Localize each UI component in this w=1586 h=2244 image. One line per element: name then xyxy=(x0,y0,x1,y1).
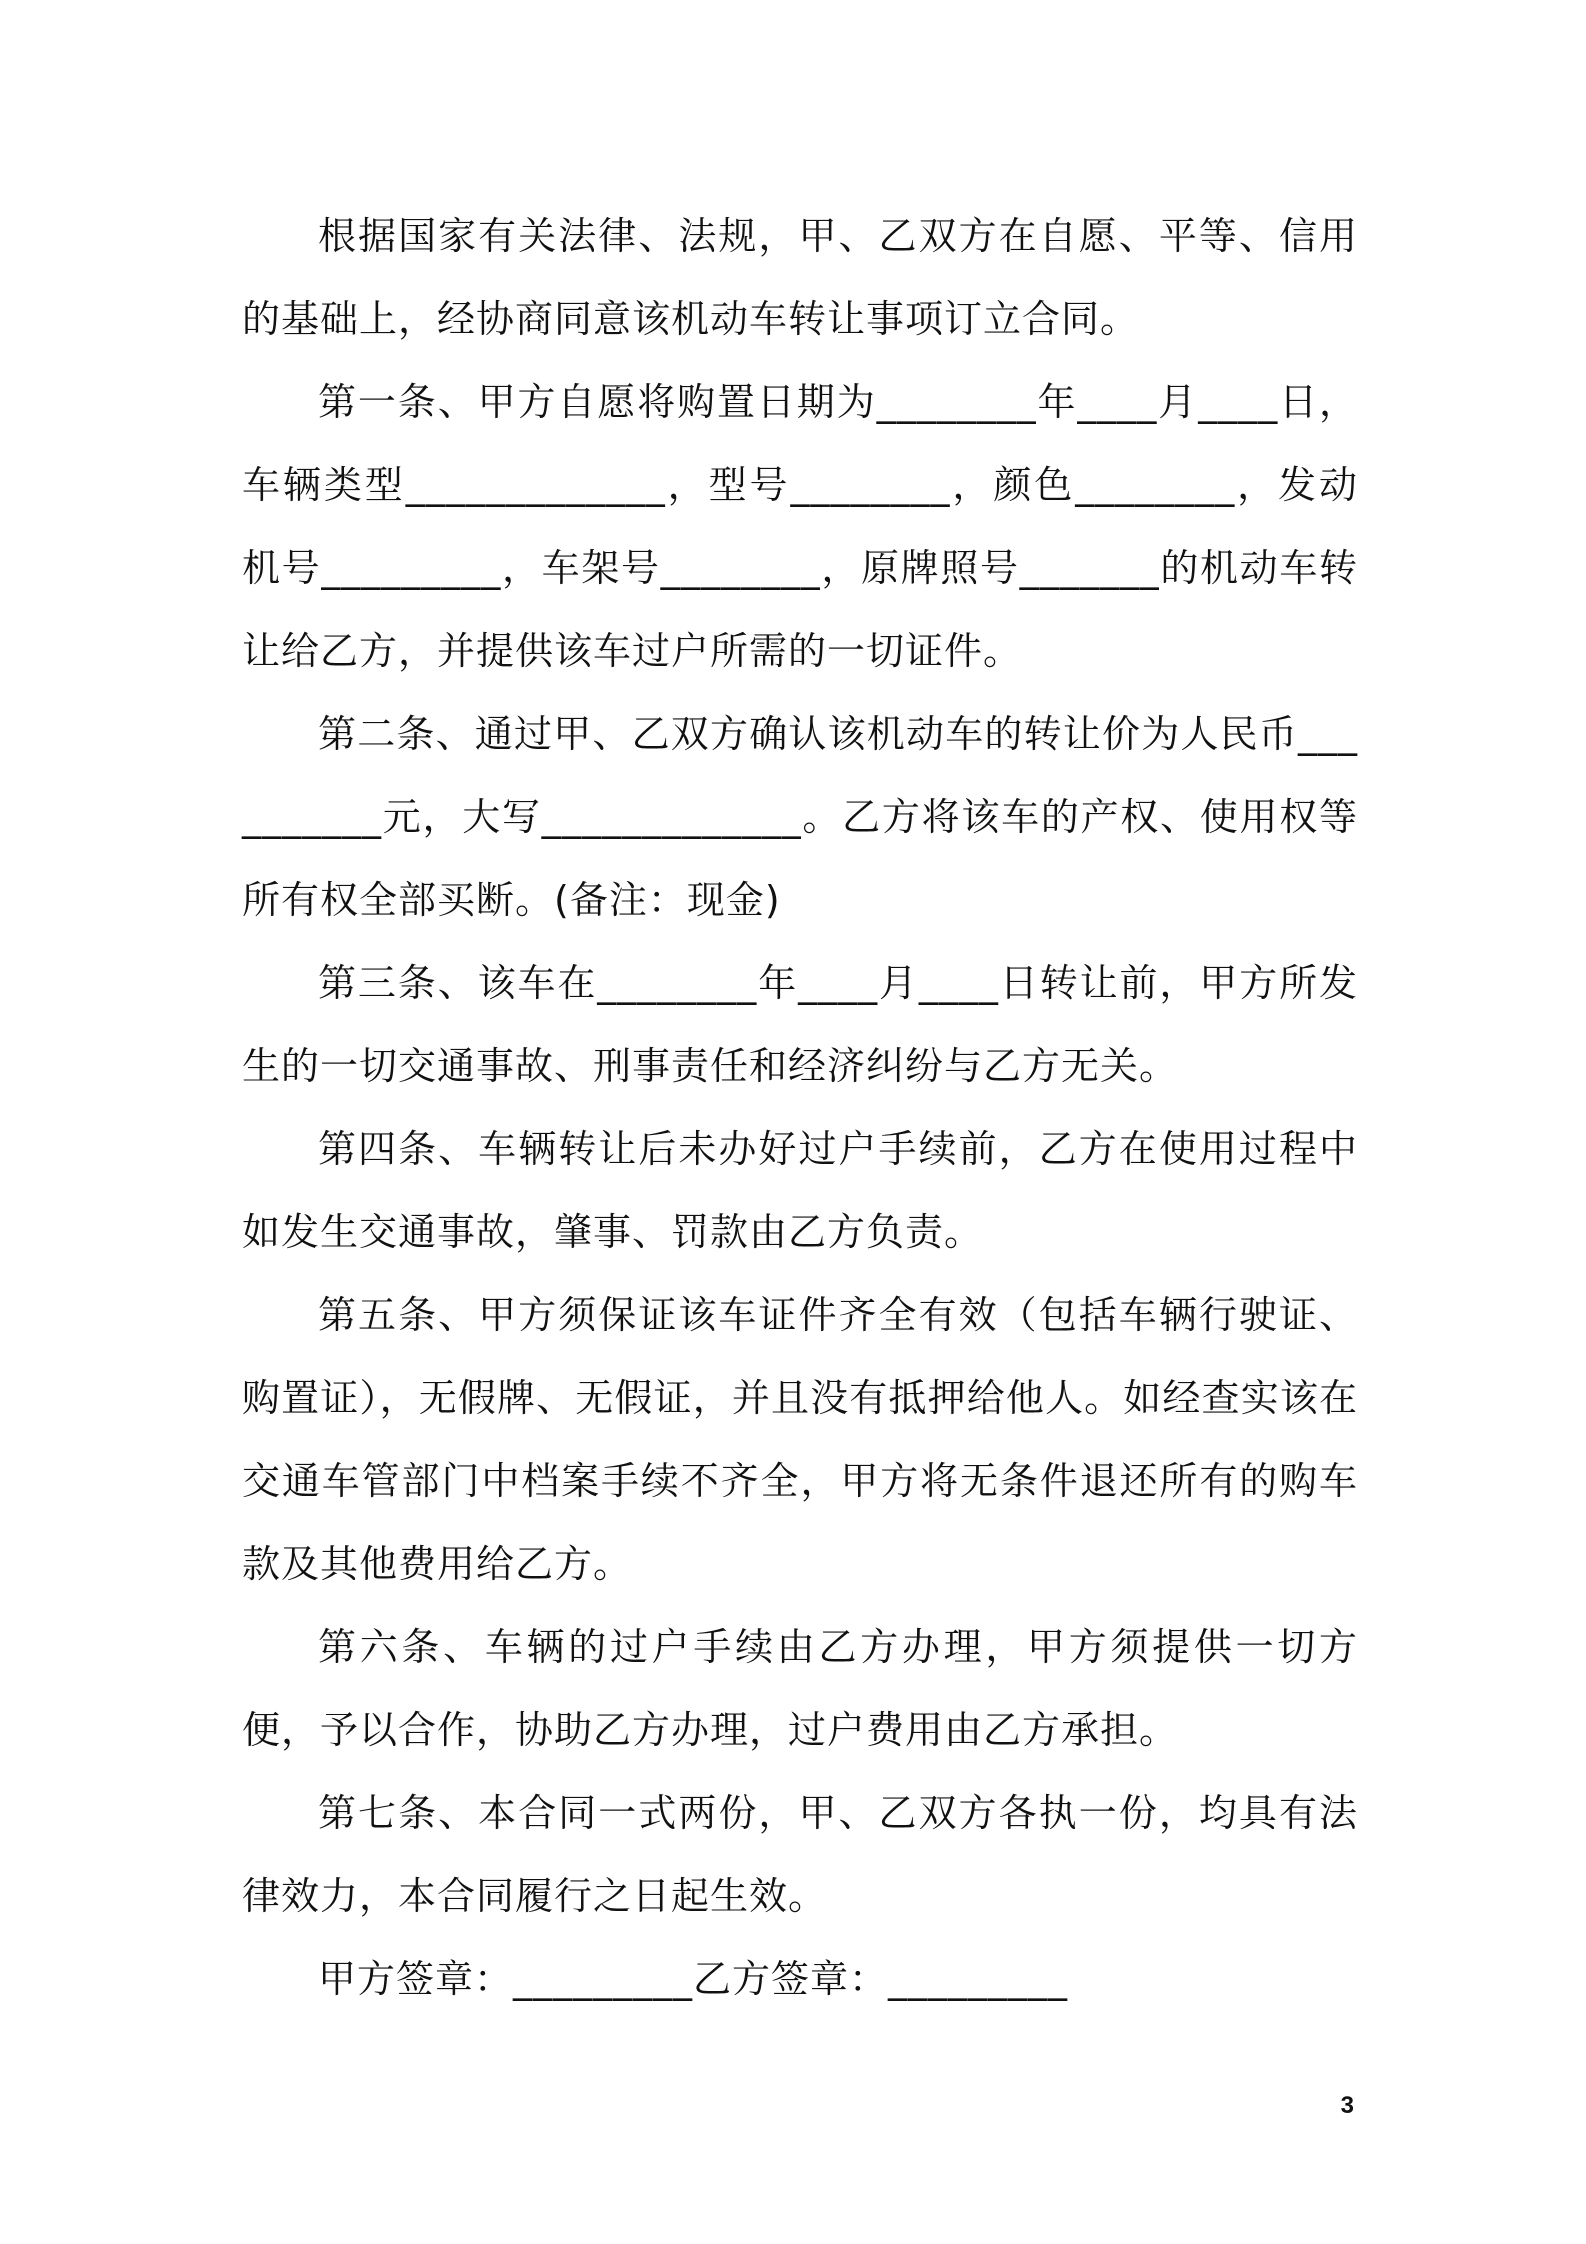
contract-body xyxy=(242,195,1358,2021)
article-3-paragraph: 第三条、该车在________年____月____日转让前，甲方所发生的一切交通事故、刑事责任和经济纠纷与乙方无关。 xyxy=(242,961,1358,1088)
article-2-paragraph: 第二条、通过甲、乙双方确认该机动车的转让价为人民币__________元，大写_____________。乙方将该车的产权、使用权等所有权全部买断。(备注：现金) xyxy=(242,712,1358,922)
article-6-paragraph: 第六条、车辆的过户手续由乙方办理，甲方须提供一切方便，予以合作，协助乙方办理，过户费用由乙方承担。 xyxy=(242,1625,1358,1752)
article-4-paragraph: 第四条、车辆转让后未办好过户手续前，乙方在使用过程中如发生交通事故，肇事、罚款由乙方负责。 xyxy=(242,1127,1358,1254)
intro-paragraph: 根据国家有关法律、法规，甲、乙双方在自愿、平等、信用的基础上，经协商同意该机动车转让事项订立合同。 xyxy=(242,214,1358,341)
article-7-paragraph: 第七条、本合同一式两份，甲、乙双方各执一份，均具有法律效力，本合同履行之日起生效。 xyxy=(242,1791,1358,1918)
article-5-paragraph: 第五条、甲方须保证该车证件齐全有效（包括车辆行驶证、购置证），无假牌、无假证，并且没有抵押给他人。如经查实该在交通车管部门中档案手续不齐全，甲方将无条件退还所有的购车款及其他费用给乙方。 xyxy=(242,1293,1358,1586)
article-1-paragraph: 第一条、甲方自愿将购置日期为________年____月____日，车辆类型_____________，型号________，颜色________，发动机号_________，车架号________，原牌照号_______的机动车转让给乙方，并提供该车过户所需的一切证件。 xyxy=(242,380,1358,673)
signature-line: 甲方签章：_________乙方签章：_________ xyxy=(318,1957,1069,2001)
page-number: 3 xyxy=(1340,2092,1354,2119)
